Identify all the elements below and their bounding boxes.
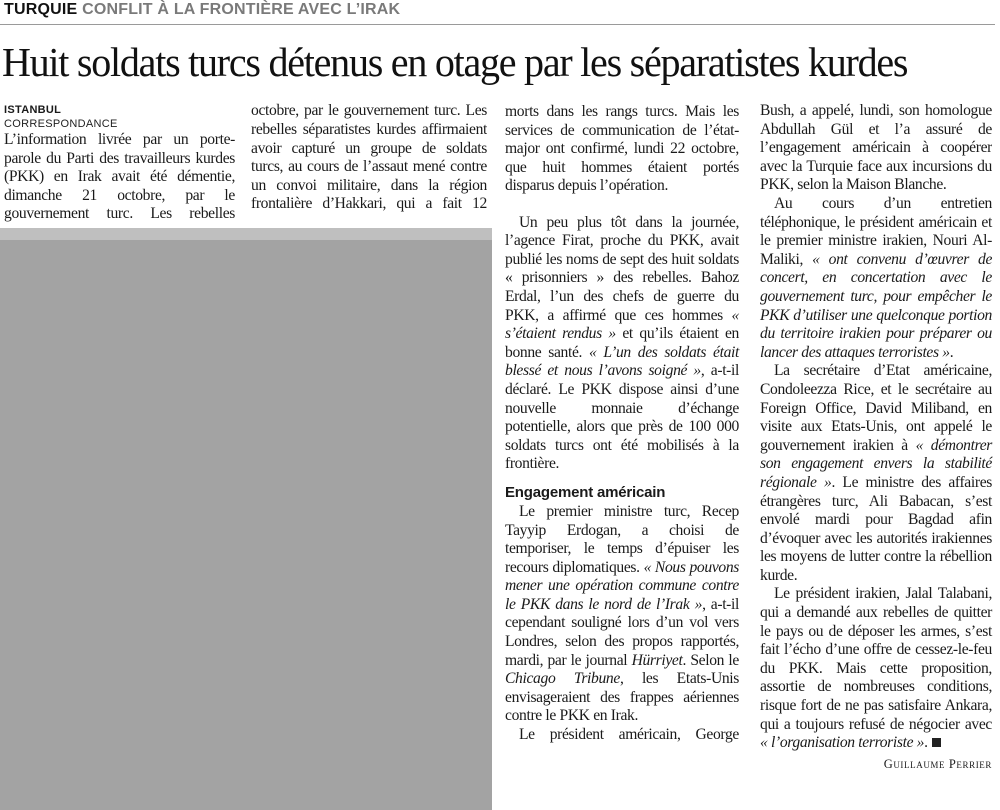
paragraph-7: Le président irakien, Jalal Talabani, qui a demandé aux rebelles de quitter le pays ou de déposer les armes, s’est fait l’écho d’une offre de cessez-le-feu du PKK. Mais cette proposition, assortie de nombreuses conditions, risque fort de ne pas satisfaire Ankara, qui a toujours refusé de négocier avec « l’organisation terroriste ».	[760, 585, 992, 752]
p1-text-b: octobre, par le gouvernement turc. Les rebelles séparatistes kurdes affirmaient avoir capturé un groupe de soldats turcs, au cours de l’assaut mené contre un convoi militaire, dans la région frontalière d’Hakkari, qui a fait 12	[251, 102, 487, 213]
end-square-icon	[932, 738, 941, 747]
paragraph-5: Au cours d’un entretien téléphonique, le président américain et le premier ministre irakien, Nouri Al-Maliki, « ont convenu d’œuvrer de concert, en concertation avec le gouvernement turc, pour empêcher le PKK d’utiliser une quelconque portion du territoire irakien pour préparer ou lancer des attaques terroristes ».	[760, 195, 993, 361]
column-2	[251, 102, 487, 214]
headline: Huit soldats turcs détenus en otage par les séparatistes kurdes	[2, 39, 908, 85]
p1-text-c: morts dans les rangs turcs. Mais les services de communication de l’état-major ont confirmé, lundi 22 octobre, que huit hommes étaient portés disparus depuis l’opération.	[505, 102, 739, 195]
p1-text-a: L’information livrée par un porte-parole du Parti des travailleurs kurdes (PKK) en Irak avait été démentie, dimanche 21 octobre, par le gouvernement turc. Les rebelles	[4, 131, 235, 223]
kicker	[4, 0, 400, 20]
image-top-band	[0, 228, 492, 240]
paragraph-4-end: Bush, a appelé, lundi, son homologue Abdullah Gül et l’a assuré de l’engagement américain à coopérer avec la Turquie face aux incursions du PKK, selon la Maison Blanche.	[760, 102, 992, 194]
subhead-engagement: Engagement américain	[505, 483, 666, 501]
column-1	[4, 103, 235, 223]
paragraph-1-continued	[251, 102, 487, 214]
column-4	[760, 102, 992, 773]
dateline: ISTANBUL	[4, 104, 62, 116]
author-signature: Guillaume Perrier	[883, 756, 992, 771]
paragraph-3: Le premier ministre turc, Recep Tayyip Erdogan, a choisi de temporiser, le temps d’épuiser les recours diplomatiques. « Nous pouvons mener une opération commune contre le PKK dans le nord de l’Irak », a-t-il cependant souligné lors d’un vol vers Londres, selon des propos rapportés, mardi, par le journal Hürriyet. Selon le Chicago Tribune, les Etats-Unis envisageraient des frappes aériennes contre le PKK en Irak.	[505, 502, 740, 725]
image-placeholder	[0, 240, 492, 810]
correspondance-label: CORRESPONDANCE	[4, 118, 118, 130]
paragraph-2: Un peu plus tôt dans la journée, l’agence Firat, proche du PKK, avait publié les noms de sept des huit soldats « prisonniers » des rebelles. Bahoz Erdal, l’un des chefs de guerre du PKK, a affirmé que ces hommes « s’étaient rendus » et qu’ils étaient en bonne santé. « L’un des soldats était blessé et nous l’avons soigné », a-t-il déclaré. Le PKK dispose ainsi d’une nouvelle monnaie d’échange potentielle, alors que près de 100 000 soldats turcs ont été mobilisés à la frontière.	[505, 213, 740, 473]
paragraph-6: La secrétaire d’Etat américaine, Condoleezza Rice, et le secrétaire au Foreign Office, David Miliband, en visite aux Etats-Unis, ont appelé le gouvernement irakien à « démontrer son engagement envers la stabilité régionale ». Le ministre des affaires étrangères turc, Ali Babacan, s’est envolé mardi pour Bagdad afin d’évoquer avec les autorités irakiennes les moyens de lutter contre la rébellion kurde.	[760, 362, 992, 584]
kicker-rule	[0, 24, 995, 25]
paragraph-1-end	[505, 102, 739, 214]
paragraph-1-start	[4, 131, 235, 223]
column-3	[505, 102, 739, 745]
kicker-topic: CONFLIT À LA FRONTIÈRE AVEC L’IRAK	[82, 1, 401, 18]
paragraph-4-start: Le président américain, George	[519, 726, 739, 744]
kicker-country: TURQUIE	[4, 1, 78, 18]
